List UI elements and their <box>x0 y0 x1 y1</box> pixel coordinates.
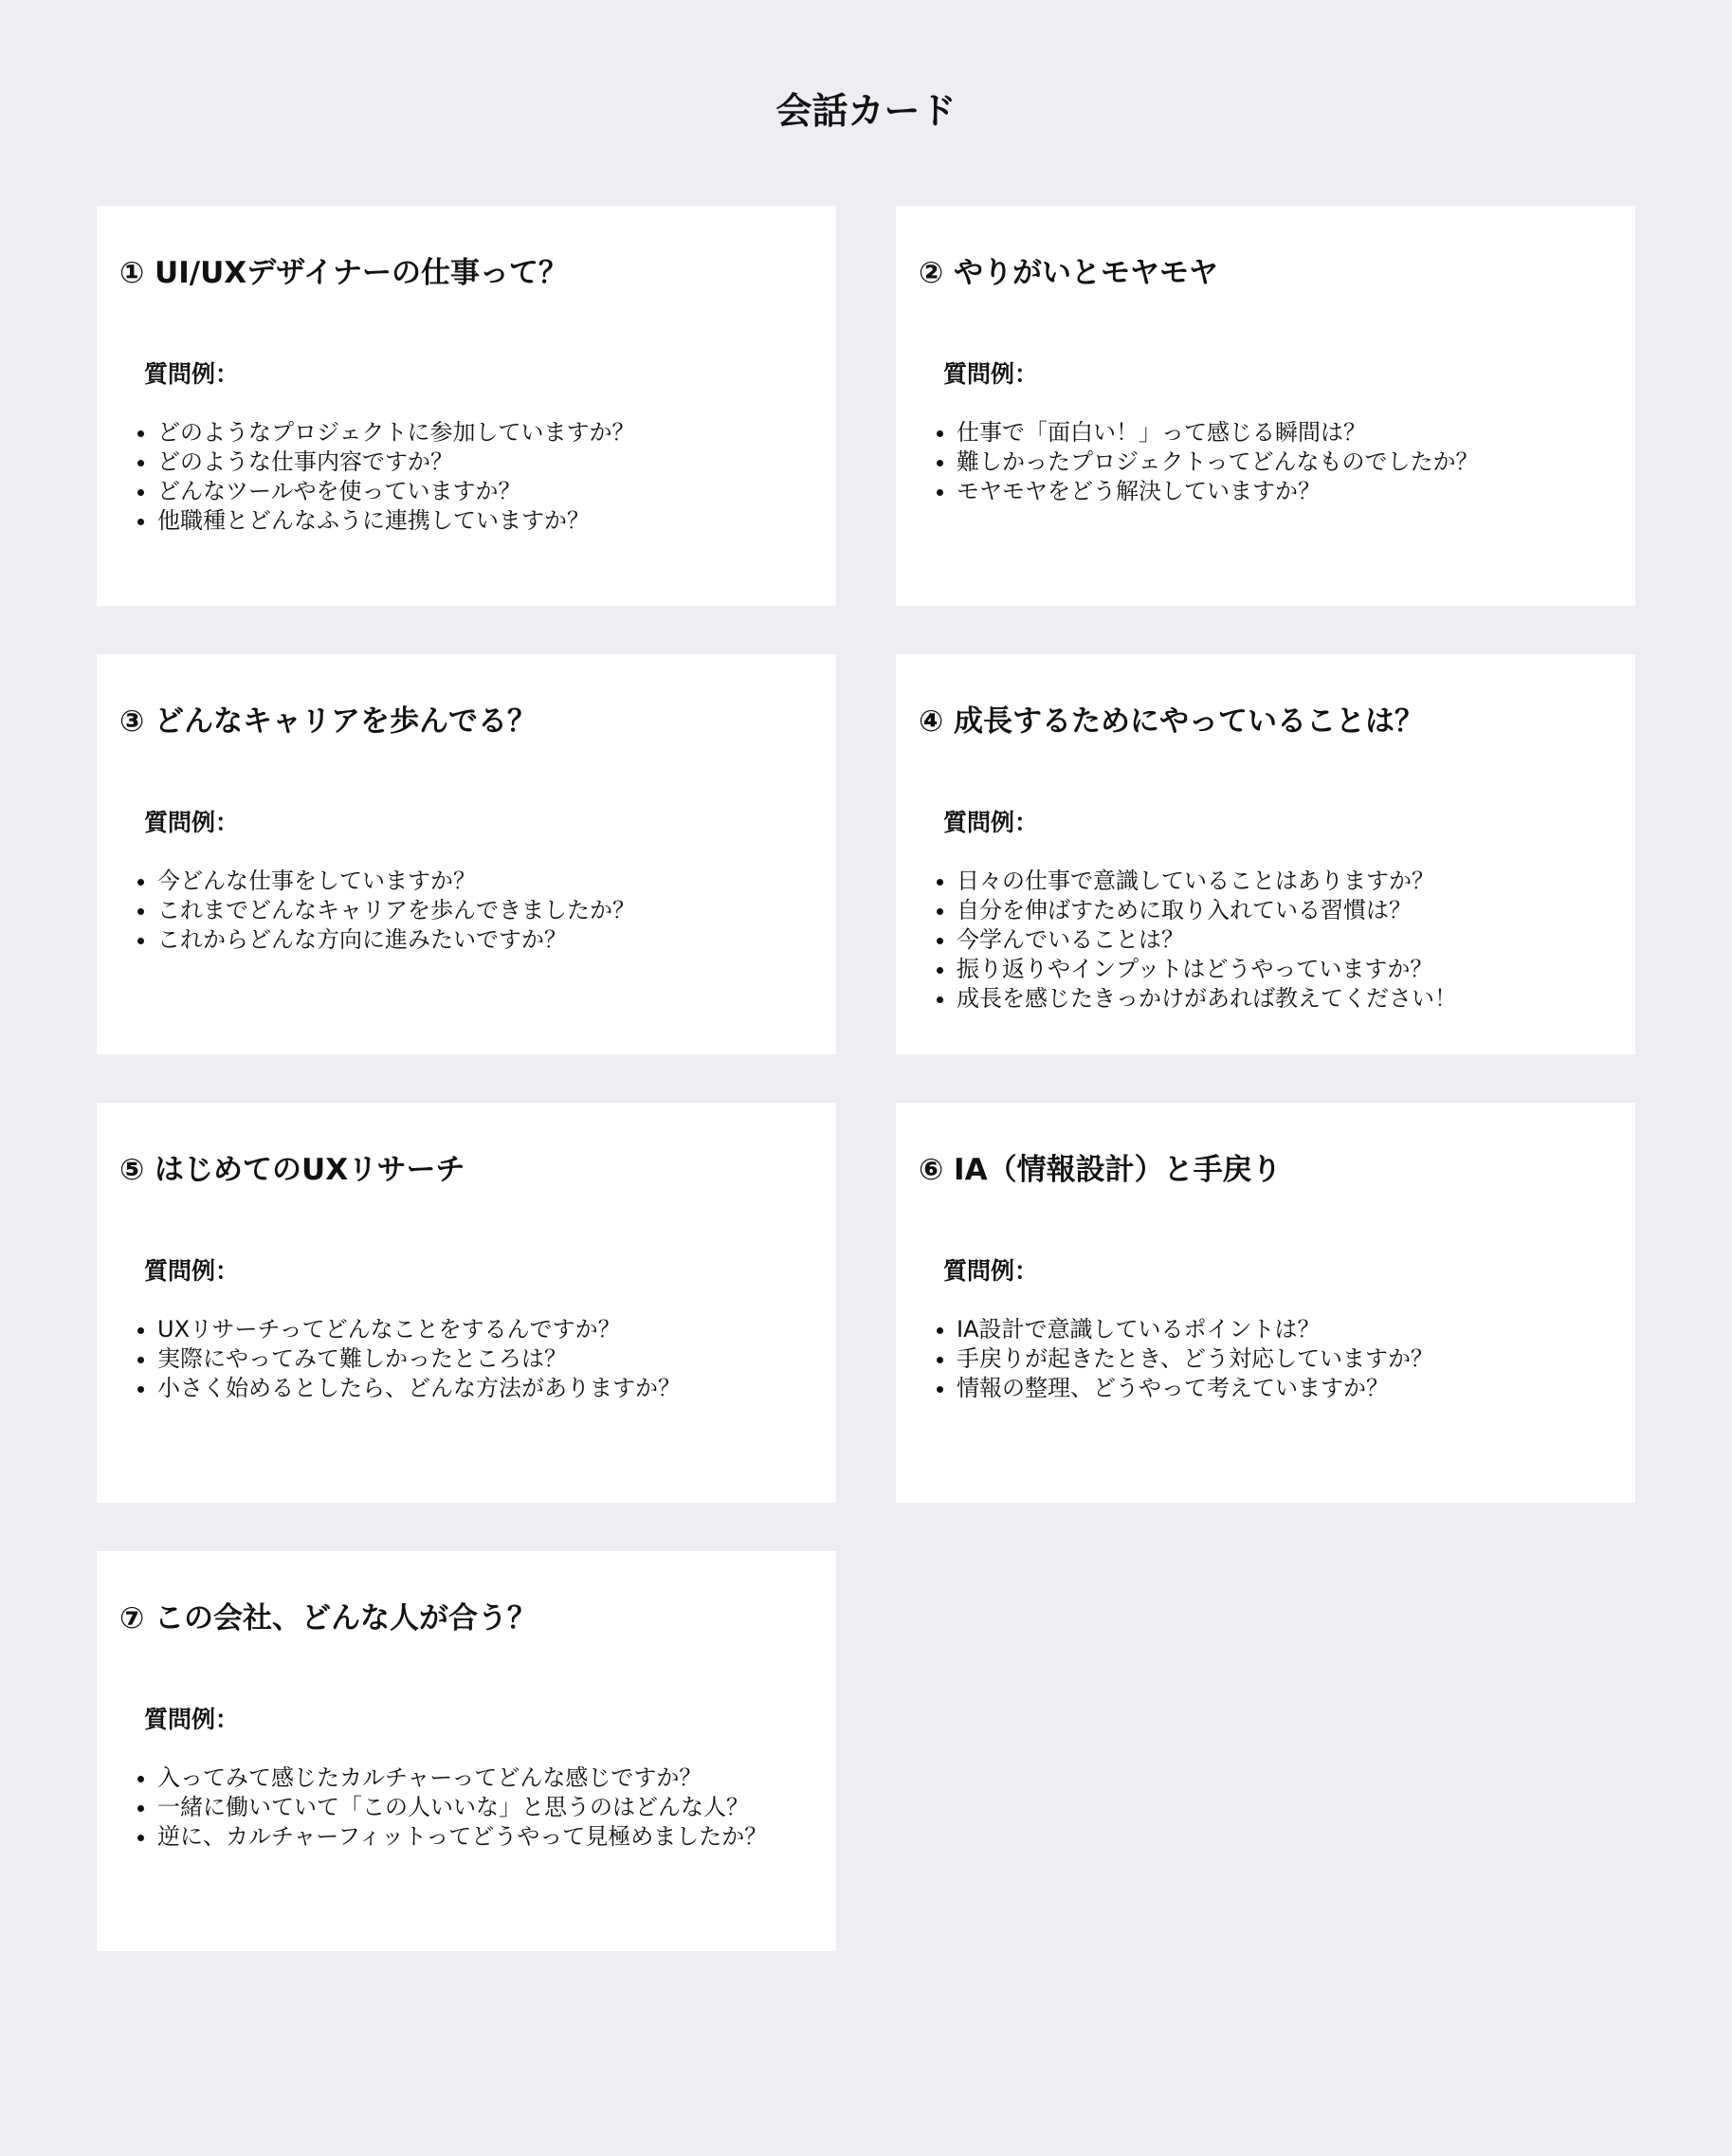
question-label: 質問例： <box>144 1257 240 1285</box>
question-item: これまでどんなキャリアを歩んできましたか？ <box>133 896 827 925</box>
question-item: 小さく始めるとしたら、どんな方法がありますか？ <box>133 1374 827 1403</box>
question-item: 今学んでいることは？ <box>932 925 1626 955</box>
question-item: 成長を感じたきっかけがあれば教えてください！ <box>932 984 1626 1014</box>
card-title: ④ 成長するためにやっていることは？ <box>919 704 1425 739</box>
question-label: 質問例： <box>144 809 240 836</box>
question-item: 入ってみて感じたカルチャーってどんな感じですか？ <box>133 1763 827 1793</box>
question-list <box>932 867 1626 1014</box>
question-list <box>133 867 827 955</box>
conversation-card <box>97 1103 836 1503</box>
question-item: どんなツールやを使っていますか？ <box>133 477 827 506</box>
question-item: 他職種とどんなふうに連携していますか？ <box>133 506 827 536</box>
question-list <box>932 418 1626 506</box>
question-item: IA設計で意識しているポイントは？ <box>932 1315 1626 1344</box>
conversation-card <box>896 206 1635 606</box>
question-item: モヤモヤをどう解決していますか？ <box>932 477 1626 506</box>
question-item: 振り返りやインプットはどうやっていますか？ <box>932 955 1626 984</box>
conversation-card <box>896 654 1635 1054</box>
question-item: 難しかったプロジェクトってどんなものでしたか？ <box>932 448 1626 477</box>
question-item: どのようなプロジェクトに参加していますか？ <box>133 418 827 448</box>
card-title: ⑥ IA（情報設計）と手戻り <box>919 1153 1282 1187</box>
question-label: 質問例： <box>943 360 1039 388</box>
question-list <box>133 418 827 536</box>
question-list <box>932 1315 1626 1403</box>
question-label: 質問例： <box>144 360 240 388</box>
question-list <box>133 1763 827 1852</box>
question-item: 自分を伸ばすために取り入れている習慣は？ <box>932 896 1626 925</box>
card-title: ② やりがいとモヤモヤ <box>919 256 1219 290</box>
question-item: 一緒に働いていて「この人いいな」と思うのはどんな人？ <box>133 1793 827 1822</box>
question-item: 日々の仕事で意識していることはありますか？ <box>932 867 1626 896</box>
question-label: 質問例： <box>943 1257 1039 1285</box>
card-title: ⑦ この会社、どんな人が合う？ <box>119 1601 538 1635</box>
question-item: どのような仕事内容ですか？ <box>133 448 827 477</box>
question-list <box>133 1315 827 1403</box>
question-label: 質問例： <box>144 1706 240 1733</box>
card-title: ⑤ はじめてのUXリサーチ <box>119 1153 465 1187</box>
conversation-card <box>97 1551 836 1951</box>
question-label: 質問例： <box>943 809 1039 836</box>
conversation-card <box>896 1103 1635 1503</box>
conversation-card <box>97 654 836 1054</box>
question-item: 仕事で「面白い！」って感じる瞬間は？ <box>932 418 1626 448</box>
question-item: 今どんな仕事をしていますか？ <box>133 867 827 896</box>
question-item: 逆に、カルチャーフィットってどうやって見極めましたか？ <box>133 1822 827 1852</box>
question-item: これからどんな方向に進みたいですか？ <box>133 925 827 955</box>
question-item: 実際にやってみて難しかったところは？ <box>133 1344 827 1374</box>
card-title: ③ どんなキャリアを歩んでる？ <box>119 704 538 739</box>
question-item: UXリサーチってどんなことをするんですか？ <box>133 1315 827 1344</box>
question-item: 情報の整理、どうやって考えていますか？ <box>932 1374 1626 1403</box>
page-title: 会話カード <box>775 90 957 132</box>
conversation-card <box>97 206 836 606</box>
question-item: 手戻りが起きたとき、どう対応していますか？ <box>932 1344 1626 1374</box>
card-title: ① UI/UXデザイナーの仕事って？ <box>119 256 568 290</box>
